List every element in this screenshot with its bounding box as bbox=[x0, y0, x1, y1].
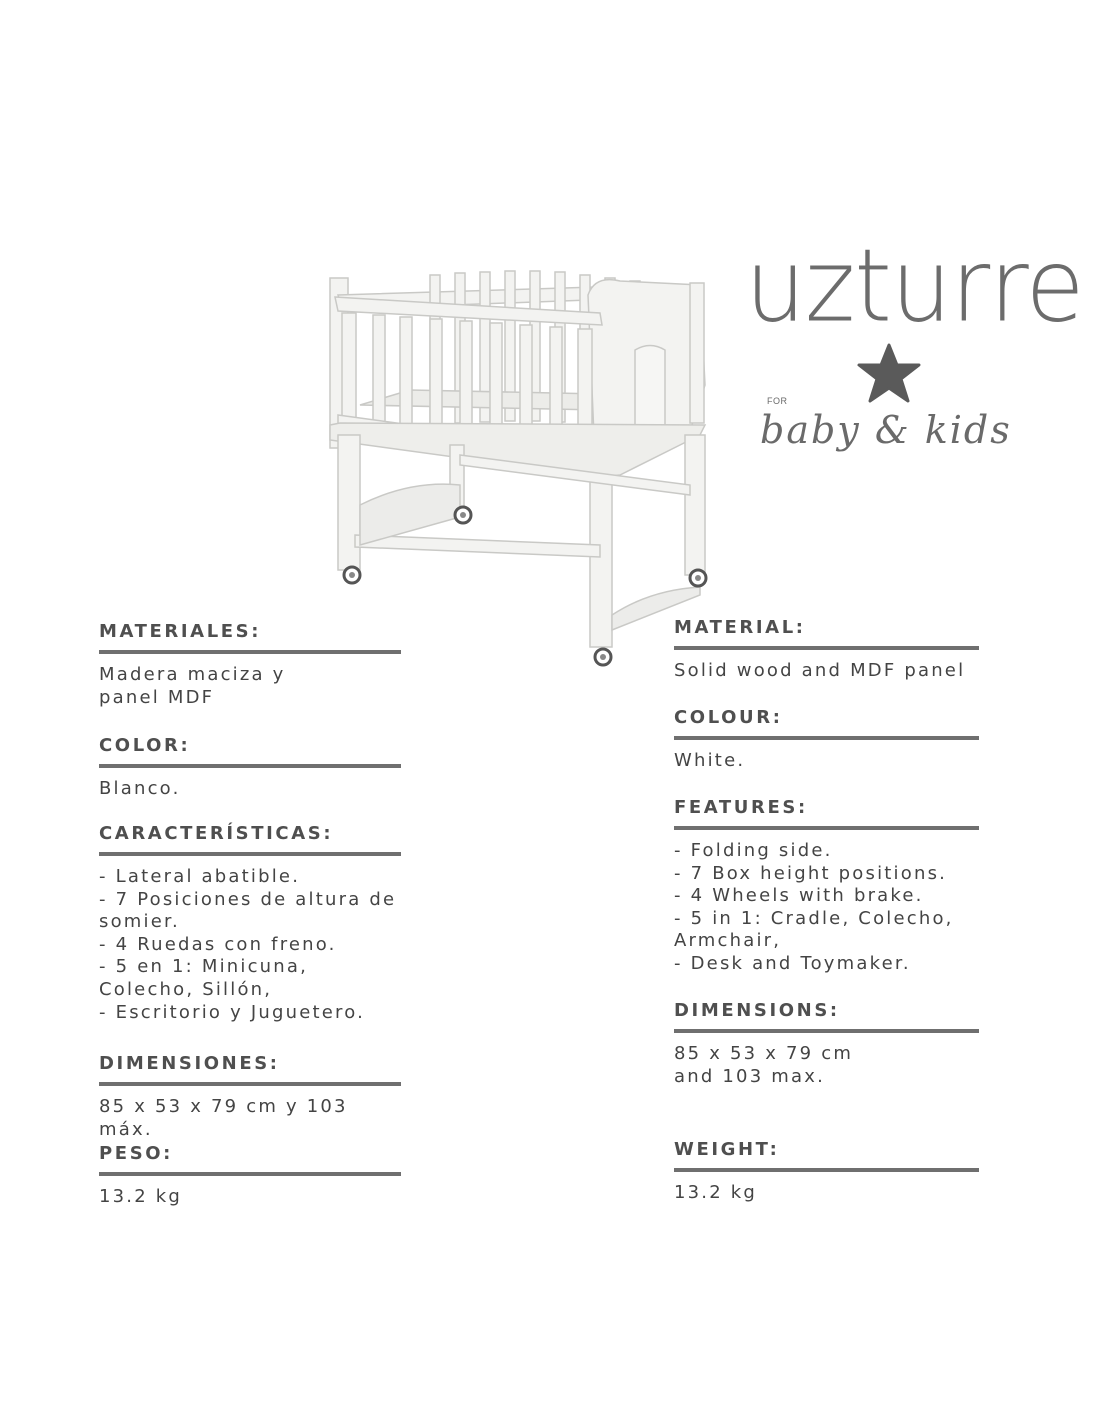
spec-label: MATERIALES: bbox=[99, 621, 262, 642]
spec-value: Blanco. bbox=[99, 778, 181, 799]
spec-material bbox=[674, 616, 979, 683]
spec-value: 85 x 53 x 79 cm and 103 max. bbox=[674, 1043, 854, 1087]
spec-label: COLOUR: bbox=[674, 707, 783, 728]
divider bbox=[99, 1082, 401, 1086]
spec-value: 13.2 kg bbox=[674, 1182, 758, 1203]
spec-value: - Lateral abatible. - 7 Posiciones de altura de somier. - 4 Ruedas con freno. - 5 en 1: Minicuna, Colecho, Sillón, - Escritorio y Juguetero. bbox=[99, 866, 397, 1023]
spec-value: - Folding side. - 7 Box height positions. - 4 Wheels with brake. - 5 in 1: Cradle, Colecho, Armchair, - Desk and Toymaker. bbox=[674, 840, 954, 974]
spec-value: 85 x 53 x 79 cm y 103 máx. bbox=[99, 1096, 348, 1140]
spec-value: Madera maciza y panel MDF bbox=[99, 664, 286, 708]
spec-value: Solid wood and MDF panel bbox=[674, 660, 966, 681]
spec-features bbox=[674, 796, 979, 976]
brand-for-label: FOR bbox=[767, 396, 788, 406]
brand-logo-name: uzturre bbox=[745, 227, 1084, 345]
spec-peso bbox=[99, 1142, 401, 1209]
divider bbox=[674, 1168, 979, 1172]
divider bbox=[99, 852, 401, 856]
spec-colour bbox=[674, 706, 979, 773]
spec-label: PESO: bbox=[99, 1143, 173, 1164]
spec-label: DIMENSIONES: bbox=[99, 1053, 280, 1074]
spec-color bbox=[99, 734, 401, 801]
brand-tagline: baby & kids bbox=[760, 408, 1012, 452]
divider bbox=[99, 650, 401, 654]
spec-caracteristicas bbox=[99, 822, 401, 1024]
spec-label: WEIGHT: bbox=[674, 1139, 780, 1160]
divider bbox=[674, 646, 979, 650]
divider bbox=[674, 826, 979, 830]
divider bbox=[674, 736, 979, 740]
spec-dimensiones bbox=[99, 1052, 401, 1141]
spec-label: FEATURES: bbox=[674, 797, 808, 818]
crib-product-image bbox=[320, 245, 720, 675]
spec-dimensions bbox=[674, 999, 979, 1088]
spec-weight bbox=[674, 1138, 979, 1205]
divider bbox=[674, 1029, 979, 1033]
spec-label: CARACTERÍSTICAS: bbox=[99, 823, 334, 844]
spec-label: MATERIAL: bbox=[674, 617, 806, 638]
star-icon bbox=[857, 343, 921, 403]
spec-label: DIMENSIONS: bbox=[674, 1000, 840, 1021]
divider bbox=[99, 1172, 401, 1176]
spec-materiales bbox=[99, 620, 401, 709]
spec-value: 13.2 kg bbox=[99, 1186, 183, 1207]
spec-label: COLOR: bbox=[99, 735, 191, 756]
spec-value: White. bbox=[674, 750, 746, 771]
divider bbox=[99, 764, 401, 768]
